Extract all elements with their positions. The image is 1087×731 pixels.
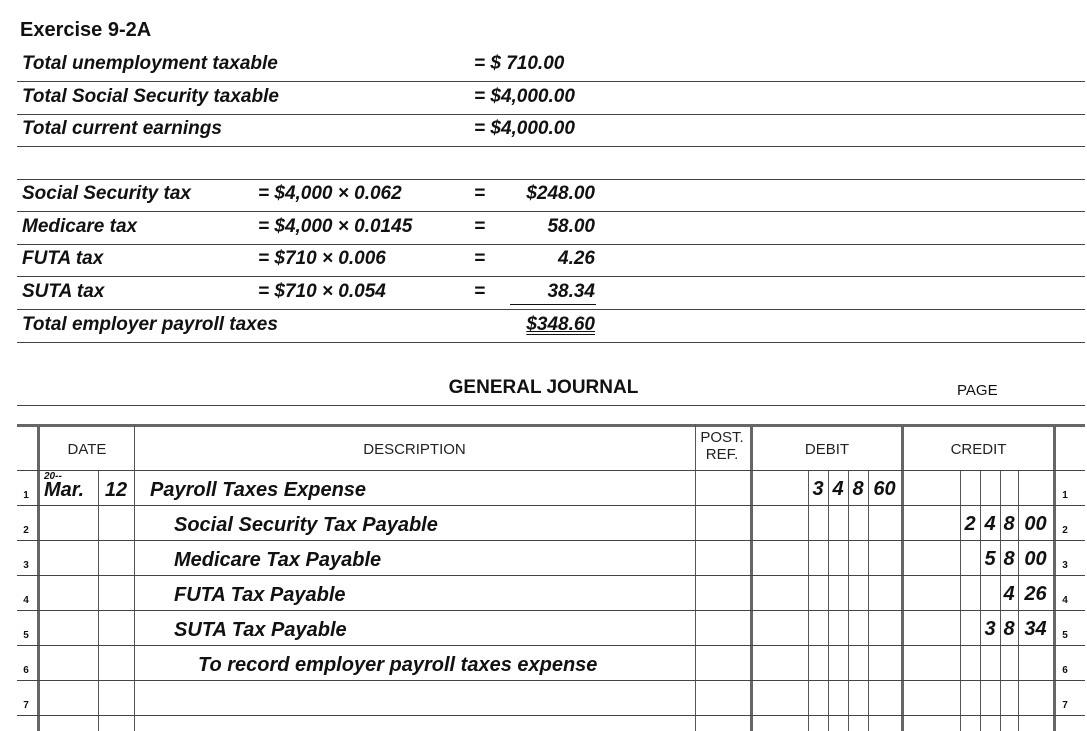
line-number: 7: [1062, 700, 1068, 711]
page-label: PAGE: [957, 382, 998, 399]
column-rule: [808, 470, 809, 731]
description: Medicare Tax Payable: [174, 549, 382, 571]
credit-digit: 4: [1003, 583, 1015, 605]
underline: [510, 304, 596, 305]
description: Payroll Taxes Expense: [150, 479, 367, 501]
tax-result: 58.00: [547, 216, 595, 237]
debit-digit: 60: [873, 478, 896, 500]
tax-label: Medicare tax: [22, 216, 138, 237]
row-rule: [17, 342, 1085, 343]
debit-digit: 4: [832, 478, 844, 500]
line-number: 4: [1062, 595, 1068, 606]
line-number: 2: [1062, 525, 1068, 536]
row-rule: [17, 81, 1085, 82]
tax-result: $348.60: [526, 314, 595, 335]
line-number: 1: [23, 490, 29, 501]
row-rule: [17, 505, 1085, 506]
tax-formula: = $710 × 0.006: [258, 248, 386, 269]
tax-formula: = $4,000 × 0.062: [258, 183, 402, 204]
credit-digit: 3: [984, 618, 996, 640]
summary-result: = $4,000.00: [474, 86, 575, 107]
line-number: 1: [1062, 490, 1068, 501]
line-number: 3: [1062, 560, 1068, 571]
divider: [17, 405, 1085, 406]
credit-digit: 2: [964, 513, 976, 535]
summary-label: Total unemployment taxable: [22, 53, 278, 74]
tax-equals: =: [474, 248, 486, 269]
journal-title: GENERAL JOURNAL: [448, 377, 639, 398]
row-rule: [17, 244, 1085, 245]
credit-digit: 8: [1003, 618, 1015, 640]
column-rule: [848, 470, 849, 731]
column-rule: [980, 470, 981, 731]
tax-result: $248.00: [526, 183, 595, 204]
credit-digit: 8: [1003, 513, 1015, 535]
row-rule: [17, 540, 1085, 541]
column-rule: [98, 470, 99, 731]
line-number: 4: [23, 595, 29, 606]
row-rule: [17, 715, 1085, 716]
line-number: 6: [1062, 665, 1068, 676]
header-post-ref: POST. REF.: [700, 429, 744, 463]
line-number: 5: [23, 630, 29, 641]
date-day: 12: [104, 479, 128, 501]
summary-result: = $4,000.00: [474, 118, 575, 139]
summary-result: = $ 710.00: [474, 53, 565, 74]
description: Social Security Tax Payable: [174, 514, 438, 536]
date-month: Mar.: [44, 479, 85, 501]
description: FUTA Tax Payable: [174, 584, 346, 606]
header-debit: DEBIT: [804, 441, 850, 458]
row-rule: [17, 470, 1085, 471]
debit-digit: 8: [852, 478, 864, 500]
line-number: 5: [1062, 630, 1068, 641]
credit-digit: 00: [1024, 548, 1047, 570]
tax-result: 38.34: [547, 281, 595, 302]
row-rule: [17, 309, 1085, 310]
credit-digit: 8: [1003, 548, 1015, 570]
tax-label: SUTA tax: [22, 281, 105, 302]
header-description: DESCRIPTION: [363, 441, 466, 458]
tax-label: Social Security tax: [22, 183, 191, 204]
tax-label: FUTA tax: [22, 248, 104, 269]
header-date: DATE: [67, 441, 107, 458]
row-rule: [17, 575, 1085, 576]
row-rule: [17, 680, 1085, 681]
summary-label: Total Social Security taxable: [22, 86, 279, 107]
row-rule: [17, 645, 1085, 646]
row-rule: [17, 211, 1085, 212]
tax-equals: =: [474, 216, 486, 237]
description: SUTA Tax Payable: [174, 619, 347, 641]
tax-label: Total employer payroll taxes: [22, 314, 278, 335]
debit-digit: 3: [812, 478, 824, 500]
table-top-rule: [17, 424, 1085, 427]
header-credit: CREDIT: [950, 441, 1007, 458]
row-rule: [17, 179, 1085, 180]
column-rule: [828, 470, 829, 731]
exercise-title: Exercise 9-2A: [20, 19, 152, 41]
credit-digit: 5: [984, 548, 996, 570]
credit-digit: 26: [1024, 583, 1047, 605]
row-rule: [17, 146, 1085, 147]
summary-label: Total current earnings: [22, 118, 222, 139]
year: 20--: [44, 471, 62, 482]
tax-formula: = $710 × 0.054: [258, 281, 386, 302]
line-number: 2: [23, 525, 29, 536]
credit-digit: 00: [1024, 513, 1047, 535]
tax-equals: =: [474, 183, 486, 204]
column-rule: [960, 470, 961, 731]
column-rule: [868, 470, 869, 731]
credit-digit: 34: [1024, 618, 1047, 640]
tax-equals: =: [474, 281, 486, 302]
row-rule: [17, 114, 1085, 115]
row-rule: [17, 276, 1085, 277]
tax-formula: = $4,000 × 0.0145: [258, 216, 413, 237]
tax-result: 4.26: [558, 248, 595, 269]
line-number: 6: [23, 665, 29, 676]
description: To record employer payroll taxes expense: [198, 654, 598, 676]
line-number: 3: [23, 560, 29, 571]
line-number: 7: [23, 700, 29, 711]
credit-digit: 4: [984, 513, 996, 535]
row-rule: [17, 610, 1085, 611]
